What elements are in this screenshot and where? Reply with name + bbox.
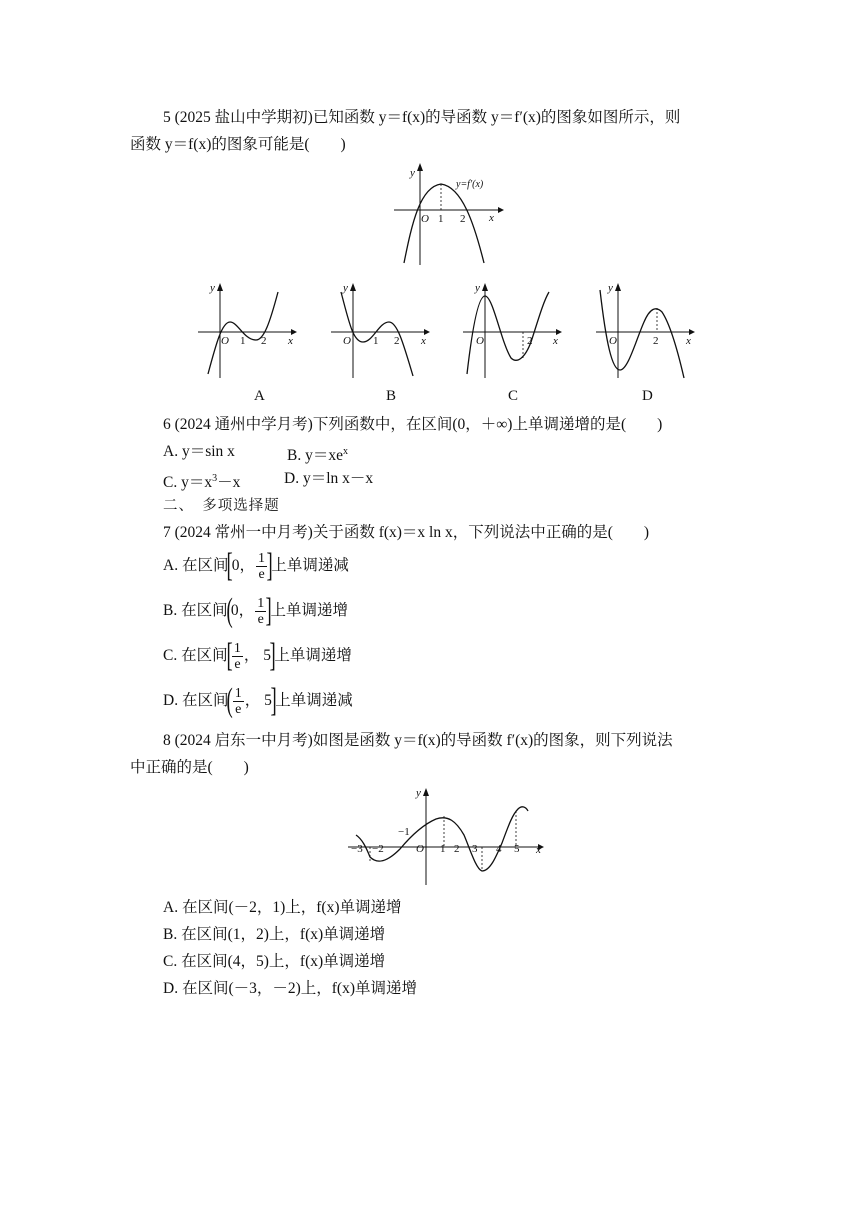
svg-text:y: y bbox=[475, 282, 480, 294]
svg-text:O: O bbox=[343, 335, 351, 347]
q5-option-a-graph bbox=[198, 282, 298, 382]
svg-text:O: O bbox=[221, 335, 229, 347]
q5-option-d-graph bbox=[596, 282, 696, 382]
svg-text:5: 5 bbox=[514, 843, 520, 855]
svg-text:3: 3 bbox=[472, 843, 478, 855]
q8-stem-line1: 8 (2024 启东一中月考)如图是函数 y＝f(x)的导函数 f′(x)的图象，则下列说法 bbox=[163, 732, 673, 749]
svg-text:2: 2 bbox=[527, 335, 533, 347]
svg-text:1: 1 bbox=[240, 335, 246, 347]
q5-stem-line1: 5 (2025 盐山中学期初)已知函数 y＝f(x)的导函数 y＝f′(x)的图象如图所示，则 bbox=[163, 109, 681, 126]
q6-option-d[interactable]: D. y＝ln x－x bbox=[284, 470, 374, 487]
svg-text:y: y bbox=[343, 282, 348, 294]
q5-option-b-graph bbox=[331, 282, 431, 382]
q5-option-a-label[interactable]: A bbox=[254, 388, 265, 404]
q8-derivative-graph bbox=[348, 785, 548, 887]
svg-text:y: y bbox=[210, 282, 215, 294]
q8-option-c[interactable]: C. 在区间(4，5)上，f(x)单调递增 bbox=[163, 953, 386, 970]
svg-text:O: O bbox=[476, 335, 484, 347]
svg-text:x: x bbox=[288, 335, 293, 347]
q8-stem-line2: 中正确的是( ) bbox=[130, 759, 249, 776]
svg-text:O: O bbox=[609, 335, 617, 347]
svg-text:x: x bbox=[536, 844, 541, 856]
q5-option-b-label[interactable]: B bbox=[386, 388, 397, 404]
svg-text:y: y bbox=[608, 282, 613, 294]
q8-option-b[interactable]: B. 在区间(1，2)上，f(x)单调递增 bbox=[163, 926, 386, 943]
svg-text:2: 2 bbox=[653, 335, 659, 347]
derivative-curve bbox=[404, 184, 484, 263]
derivative-curve bbox=[356, 807, 528, 871]
svg-text:y: y bbox=[416, 787, 421, 799]
q6-option-a[interactable]: A. y＝sin x bbox=[163, 443, 235, 460]
q7-option-a[interactable]: A. 在区间 [ 0， $\frac{1}{e}$ ] 上单调递减 bbox=[163, 547, 349, 585]
svg-text:−3: −3 bbox=[351, 843, 363, 855]
q6-option-b[interactable]: B. $y=xe^x$ bbox=[287, 446, 348, 464]
q5-option-c-label[interactable]: C bbox=[508, 388, 519, 404]
svg-text:4: 4 bbox=[496, 843, 502, 855]
y-axis-arrow bbox=[417, 163, 423, 171]
q5-derivative-graph bbox=[394, 163, 504, 265]
q5-option-c-graph bbox=[463, 282, 563, 382]
svg-text:x: x bbox=[421, 335, 426, 347]
q6-stem: 6 (2024 通州中学月考)下列函数中，在区间(0，＋∞)上单调递增的是( ) bbox=[163, 416, 663, 433]
y-axis-arrow bbox=[423, 788, 429, 796]
origin-label: O bbox=[421, 213, 429, 225]
q7-option-b[interactable]: B. 在区间 ( 0， $\frac{1}{e}$ ] 上单调递增 bbox=[163, 592, 349, 630]
q8-option-a[interactable]: A. 在区间(－2，1)上，f(x)单调递增 bbox=[163, 899, 402, 916]
tick-1: 1 bbox=[438, 213, 444, 225]
svg-text:x: x bbox=[686, 335, 691, 347]
q5-stem-line2: 函数 y＝f(x)的图象可能是( ) bbox=[130, 136, 346, 153]
q5-option-d-label[interactable]: D bbox=[642, 388, 653, 404]
svg-text:2: 2 bbox=[261, 335, 267, 347]
svg-text:1: 1 bbox=[440, 843, 446, 855]
svg-text:−1: −1 bbox=[398, 826, 410, 838]
q7-option-d[interactable]: D. 在区间 ( $\frac{1}{e}$ ， 5 ] 上单调递减 bbox=[163, 682, 353, 720]
q6-option-c[interactable]: C. $y=x^3-x$ bbox=[163, 473, 241, 491]
svg-text:2: 2 bbox=[394, 335, 400, 347]
svg-text:x: x bbox=[553, 335, 558, 347]
section-heading-multiple-choice: 二、 多项选择题 bbox=[163, 498, 280, 514]
q8-option-d[interactable]: D. 在区间(－3，－2)上，f(x)单调递增 bbox=[163, 980, 418, 997]
x-axis-arrow bbox=[498, 207, 504, 213]
svg-text:−2: −2 bbox=[372, 843, 384, 855]
svg-text:O: O bbox=[416, 843, 424, 855]
q7-stem: 7 (2024 常州一中月考)关于函数 f(x)＝x ln x，下列说法中正确的是( ) bbox=[163, 524, 650, 541]
curve-label: y=f′(x) bbox=[456, 179, 484, 190]
y-label: y bbox=[410, 167, 415, 179]
tick-2: 2 bbox=[460, 213, 466, 225]
x-label: x bbox=[489, 212, 494, 224]
q7-option-c[interactable]: C. 在区间 [ $\frac{1}{e}$ ， 5 ] 上单调递增 bbox=[163, 637, 352, 675]
svg-text:1: 1 bbox=[373, 335, 379, 347]
svg-text:2: 2 bbox=[454, 843, 460, 855]
